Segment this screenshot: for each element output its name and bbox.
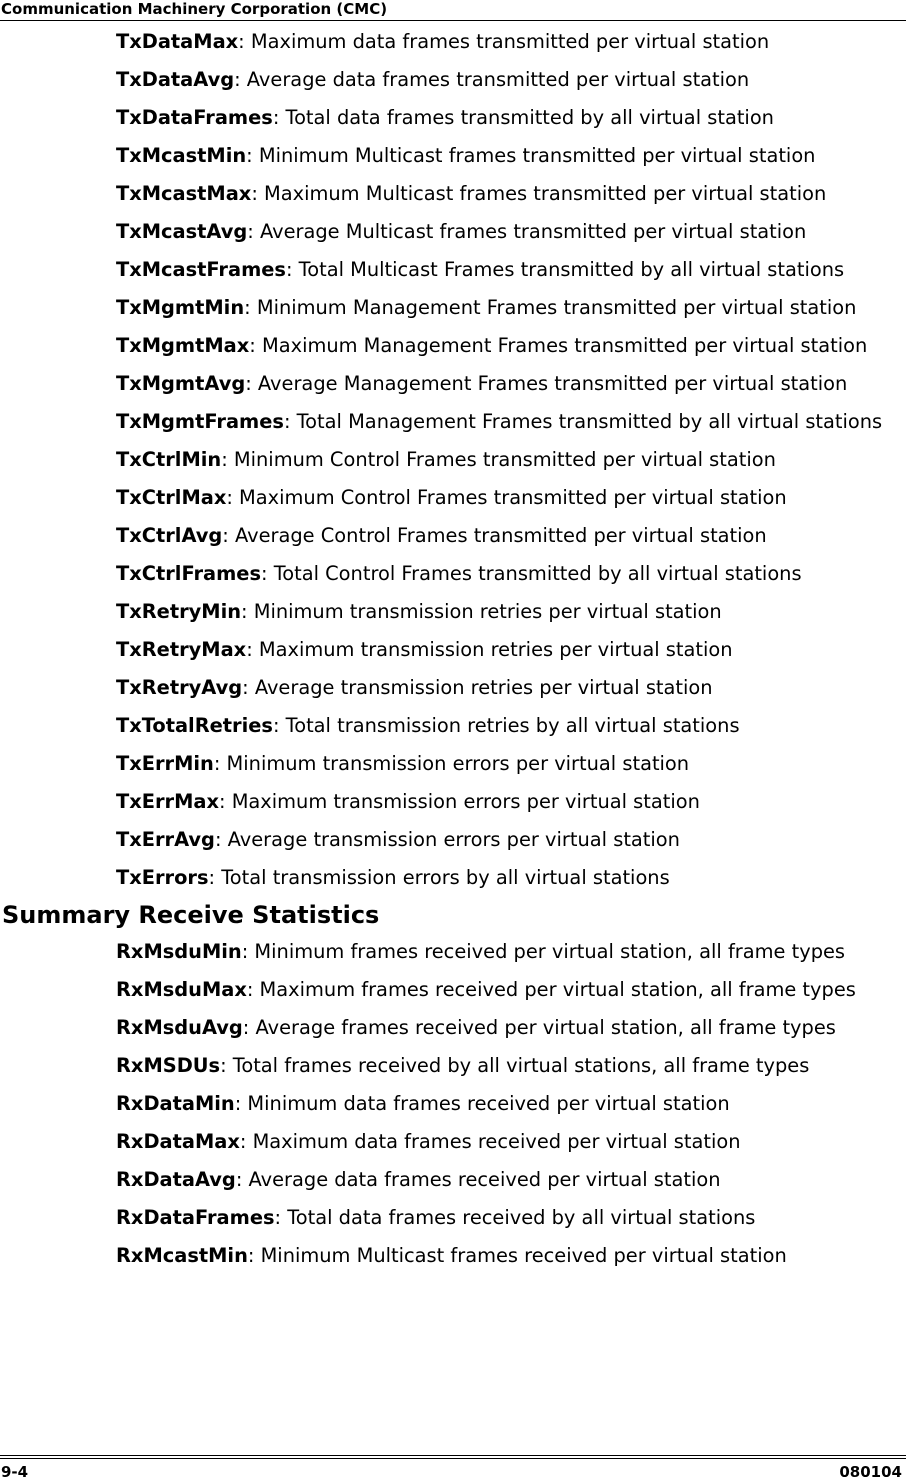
entry-term: RxDataMin <box>116 1092 235 1115</box>
entry-term: TxErrMax <box>116 790 219 813</box>
definition-entry <box>116 932 902 970</box>
entry-term: RxDataAvg <box>116 1168 236 1191</box>
definition-entry <box>116 1160 902 1198</box>
entry-description: : Maximum transmission retries per virtual station <box>246 638 733 661</box>
definition-entry <box>116 288 902 326</box>
definition-entry <box>116 592 902 630</box>
definition-entry <box>116 212 902 250</box>
entry-term: TxCtrlMax <box>116 486 227 509</box>
entry-description: : Minimum data frames received per virtual station <box>234 1092 730 1115</box>
entry-term: TxMcastAvg <box>116 220 248 243</box>
entry-description: : Total transmission errors by all virtual stations <box>208 866 670 889</box>
entry-description: : Minimum Multicast frames received per virtual station <box>247 1244 787 1267</box>
definition-entry <box>116 516 902 554</box>
entry-description: : Maximum Management Frames transmitted per virtual station <box>249 334 868 357</box>
definition-entry <box>116 326 902 364</box>
entry-term: RxDataMax <box>116 1130 240 1153</box>
entry-term: TxMgmtMax <box>116 334 250 357</box>
entry-term: RxDataFrames <box>116 1206 275 1229</box>
definition-entry <box>116 1122 902 1160</box>
definition-entry <box>116 744 902 782</box>
entry-term: TxErrors <box>116 866 209 889</box>
entry-term: RxMsduAvg <box>116 1016 243 1039</box>
page-number: 9-4 <box>1 1463 29 1481</box>
definition-entry <box>116 668 902 706</box>
entry-term: TxCtrlAvg <box>116 524 223 547</box>
entry-description: : Total data frames received by all virtual stations <box>274 1206 756 1229</box>
entry-description: : Minimum transmission errors per virtual station <box>213 752 690 775</box>
definition-entry <box>116 782 902 820</box>
definition-entry <box>116 402 902 440</box>
entry-term: RxMSDUs <box>116 1054 221 1077</box>
definition-entry <box>116 706 902 744</box>
entry-description: : Average transmission errors per virtual station <box>214 828 680 851</box>
entry-term: RxMcastMin <box>116 1244 248 1267</box>
entry-description: : Maximum data frames transmitted per virtual station <box>238 30 770 53</box>
entry-term: TxRetryMax <box>116 638 247 661</box>
entry-description: : Minimum Management Frames transmitted per virtual station <box>244 296 857 319</box>
entry-description: : Maximum Control Frames transmitted per virtual station <box>226 486 787 509</box>
entry-term: TxRetryAvg <box>116 676 243 699</box>
entry-term: TxMcastFrames <box>116 258 286 281</box>
definition-entry <box>116 858 902 896</box>
entry-description: : Minimum Control Frames transmitted per virtual station <box>221 448 776 471</box>
entry-description: : Total frames received by all virtual stations, all frame types <box>220 1054 810 1077</box>
definition-entry <box>116 970 902 1008</box>
entry-term: TxMgmtFrames <box>116 410 284 433</box>
definition-entry <box>116 136 902 174</box>
entry-description: : Total Control Frames transmitted by all virtual stations <box>261 562 802 585</box>
entry-term: RxMsduMax <box>116 978 247 1001</box>
entry-description: : Total Management Frames transmitted by all virtual stations <box>283 410 883 433</box>
entry-description: : Average data frames received per virtual station <box>235 1168 721 1191</box>
definition-entry <box>116 250 902 288</box>
header-title: Communication Machinery Corporation (CMC) <box>1 0 388 18</box>
definition-entry <box>116 60 902 98</box>
definition-entry <box>116 1046 902 1084</box>
entry-term: TxMcastMin <box>116 144 247 167</box>
entry-term: TxCtrlFrames <box>116 562 261 585</box>
page-header <box>0 0 906 21</box>
entry-term: TxDataAvg <box>116 68 235 91</box>
entry-description: : Maximum transmission errors per virtual station <box>219 790 700 813</box>
definition-entry <box>116 1236 902 1274</box>
definition-entry <box>116 1008 902 1046</box>
transmit-stats-list <box>0 22 906 896</box>
page-content <box>0 22 906 1274</box>
entry-description: : Minimum frames received per virtual station, all frame types <box>241 940 846 963</box>
entry-description: : Minimum transmission retries per virtual station <box>241 600 722 623</box>
document-code: 080104 <box>839 1463 902 1481</box>
entry-term: TxMgmtMin <box>116 296 245 319</box>
entry-description: : Total Multicast Frames transmitted by all virtual stations <box>285 258 845 281</box>
entry-term: TxRetryMin <box>116 600 242 623</box>
definition-entry <box>116 630 902 668</box>
entry-description: : Average Management Frames transmitted per virtual station <box>245 372 848 395</box>
definition-entry <box>116 174 902 212</box>
entry-term: TxMgmtAvg <box>116 372 246 395</box>
entry-description: : Average Multicast frames transmitted per virtual station <box>247 220 807 243</box>
entry-description: : Total transmission retries by all virtual stations <box>272 714 740 737</box>
definition-entry <box>116 1084 902 1122</box>
definition-entry <box>116 98 902 136</box>
entry-description: : Maximum Multicast frames transmitted per virtual station <box>251 182 827 205</box>
entry-term: TxDataFrames <box>116 106 273 129</box>
definition-entry <box>116 1198 902 1236</box>
entry-description: : Maximum data frames received per virtual station <box>239 1130 741 1153</box>
entry-term: TxTotalRetries <box>116 714 273 737</box>
definition-entry <box>116 478 902 516</box>
entry-term: RxMsduMin <box>116 940 242 963</box>
page-footer <box>0 1455 906 1481</box>
section-heading: Summary Receive Statistics <box>2 901 380 929</box>
definition-entry <box>116 364 902 402</box>
definition-entry <box>116 440 902 478</box>
receive-stats-list <box>0 932 906 1274</box>
entry-term: TxDataMax <box>116 30 239 53</box>
definition-entry <box>116 554 902 592</box>
entry-description: : Average frames received per virtual station, all frame types <box>242 1016 836 1039</box>
entry-description: : Maximum frames received per virtual station, all frame types <box>246 978 856 1001</box>
definition-entry <box>116 22 902 60</box>
entry-description: : Minimum Multicast frames transmitted per virtual station <box>246 144 816 167</box>
entry-term: TxErrMin <box>116 752 214 775</box>
entry-description: : Average transmission retries per virtual station <box>242 676 713 699</box>
entry-description: : Average data frames transmitted per virtual station <box>234 68 750 91</box>
definition-entry <box>116 820 902 858</box>
entry-term: TxErrAvg <box>116 828 215 851</box>
entry-description: : Total data frames transmitted by all virtual station <box>272 106 774 129</box>
entry-description: : Average Control Frames transmitted per virtual station <box>222 524 767 547</box>
entry-term: TxCtrlMin <box>116 448 222 471</box>
entry-term: TxMcastMax <box>116 182 252 205</box>
